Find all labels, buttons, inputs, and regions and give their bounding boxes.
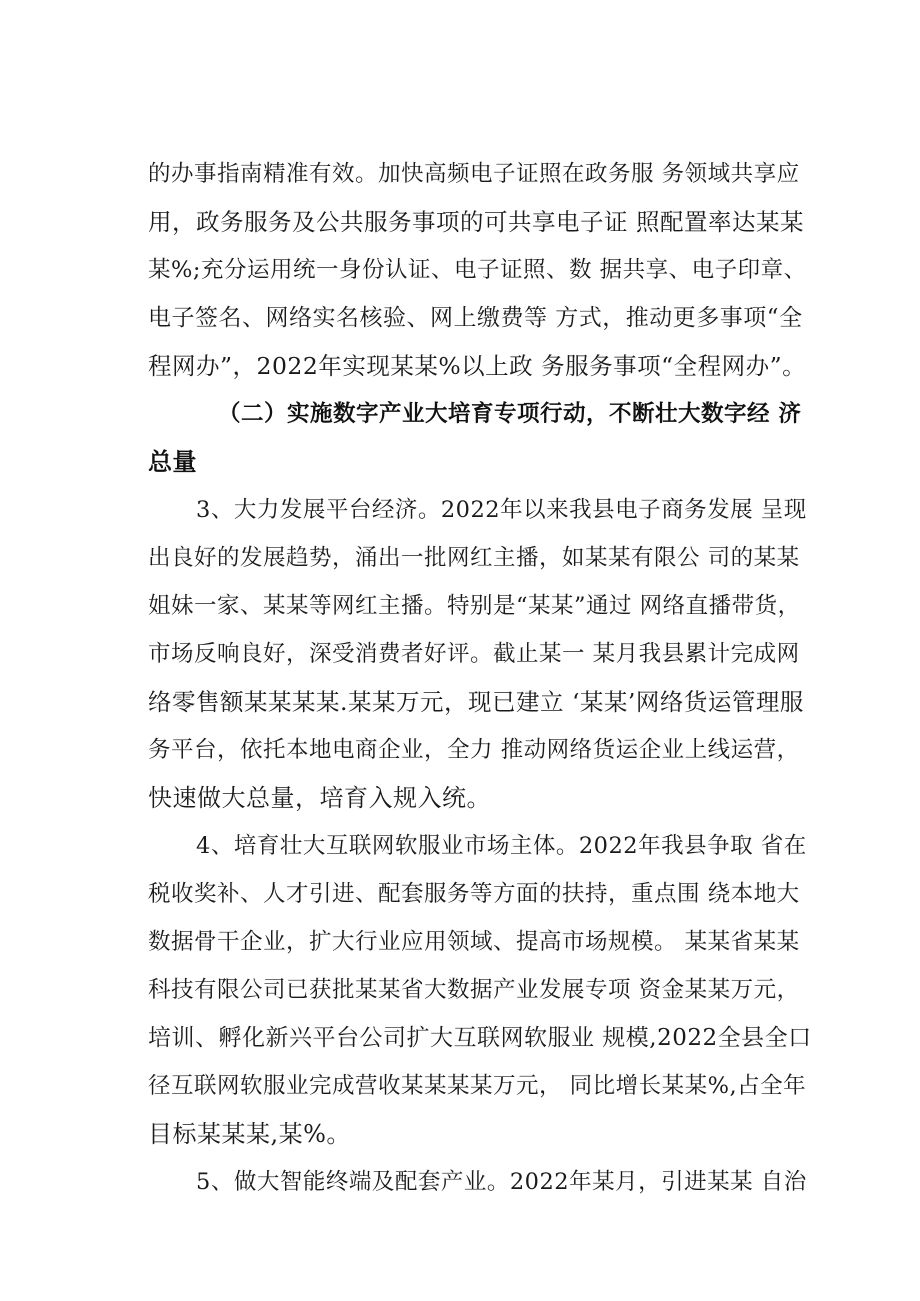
- section-heading: 总量: [148, 448, 197, 476]
- paragraph-start-line: 3、大力发展平台经济。2022年以来我县电子商务发展 呈现: [196, 497, 807, 523]
- body-text-line: 程网办”，2022年实现某某%以上政 务服务事项“全程网办”。: [148, 352, 807, 380]
- body-text-line: 快速做大总量，培育入规入统。: [148, 784, 491, 812]
- body-text-line: 络零售额某某某某.某某万元，现已建立 ‘某某’网络货运管理服: [148, 688, 804, 716]
- body-text-line: 培训、孵化新兴平台公司扩大互联网软服业 规模,2022全县全口: [148, 1025, 812, 1051]
- body-text-line: 电子签名、网络实名核验、网上缴费等 方式，推动更多事项“全: [148, 305, 803, 331]
- body-text-line: 市场反响良好，深受消费者好评。截止某一 某月我县累计完成网: [148, 641, 800, 667]
- paragraph-start-line: 4、培育壮大互联网软服业市场主体。2022年我县争取 省在: [196, 833, 807, 859]
- body-text-line: 税收奖补、人才引进、配套服务等方面的扶持，重点围 绕本地大: [148, 881, 800, 907]
- body-text-line: 务平台，依托本地电商企业，全力 推动网络货运企业上线运营，: [148, 737, 800, 763]
- body-text-line: 目标某某某,某%。: [148, 1120, 351, 1148]
- body-text-line: 数据骨干企业，扩大行业应用领域、提高市场规模。 某某省某某: [148, 929, 800, 955]
- paragraph-start-line: 5、做大智能终端及配套产业。2022年某月，引进某某 自治: [196, 1169, 807, 1195]
- section-heading: （二）实施数字产业大培育专项行动，不断壮大数字经 济: [218, 401, 802, 427]
- body-text-line: 的办事指南精准有效。加快高频电子证照在政务服 务领域共享应: [148, 161, 800, 187]
- body-text-line: 科技有限公司已获批某某省大数据产业发展专项 资金某某万元，: [148, 977, 800, 1003]
- body-text-line: 某%;充分运用统一身份认证、电子证照、数 据共享、电子印章、: [148, 257, 807, 283]
- body-text-line: 出良好的发展趋势，涌出一批网红主播，如某某有限公 司的某某: [148, 545, 800, 571]
- body-text-line: 姐妹一家、某某等网红主播。特别是“某某”通过 网络直播带货，: [148, 593, 801, 619]
- body-text-line: 径互联网软服业完成营收某某某某万元， 同比增长某某%,占全年: [148, 1073, 807, 1099]
- body-text-line: 用，政务服务及公共服务事项的可共享电子证 照配置率达某某: [148, 208, 804, 236]
